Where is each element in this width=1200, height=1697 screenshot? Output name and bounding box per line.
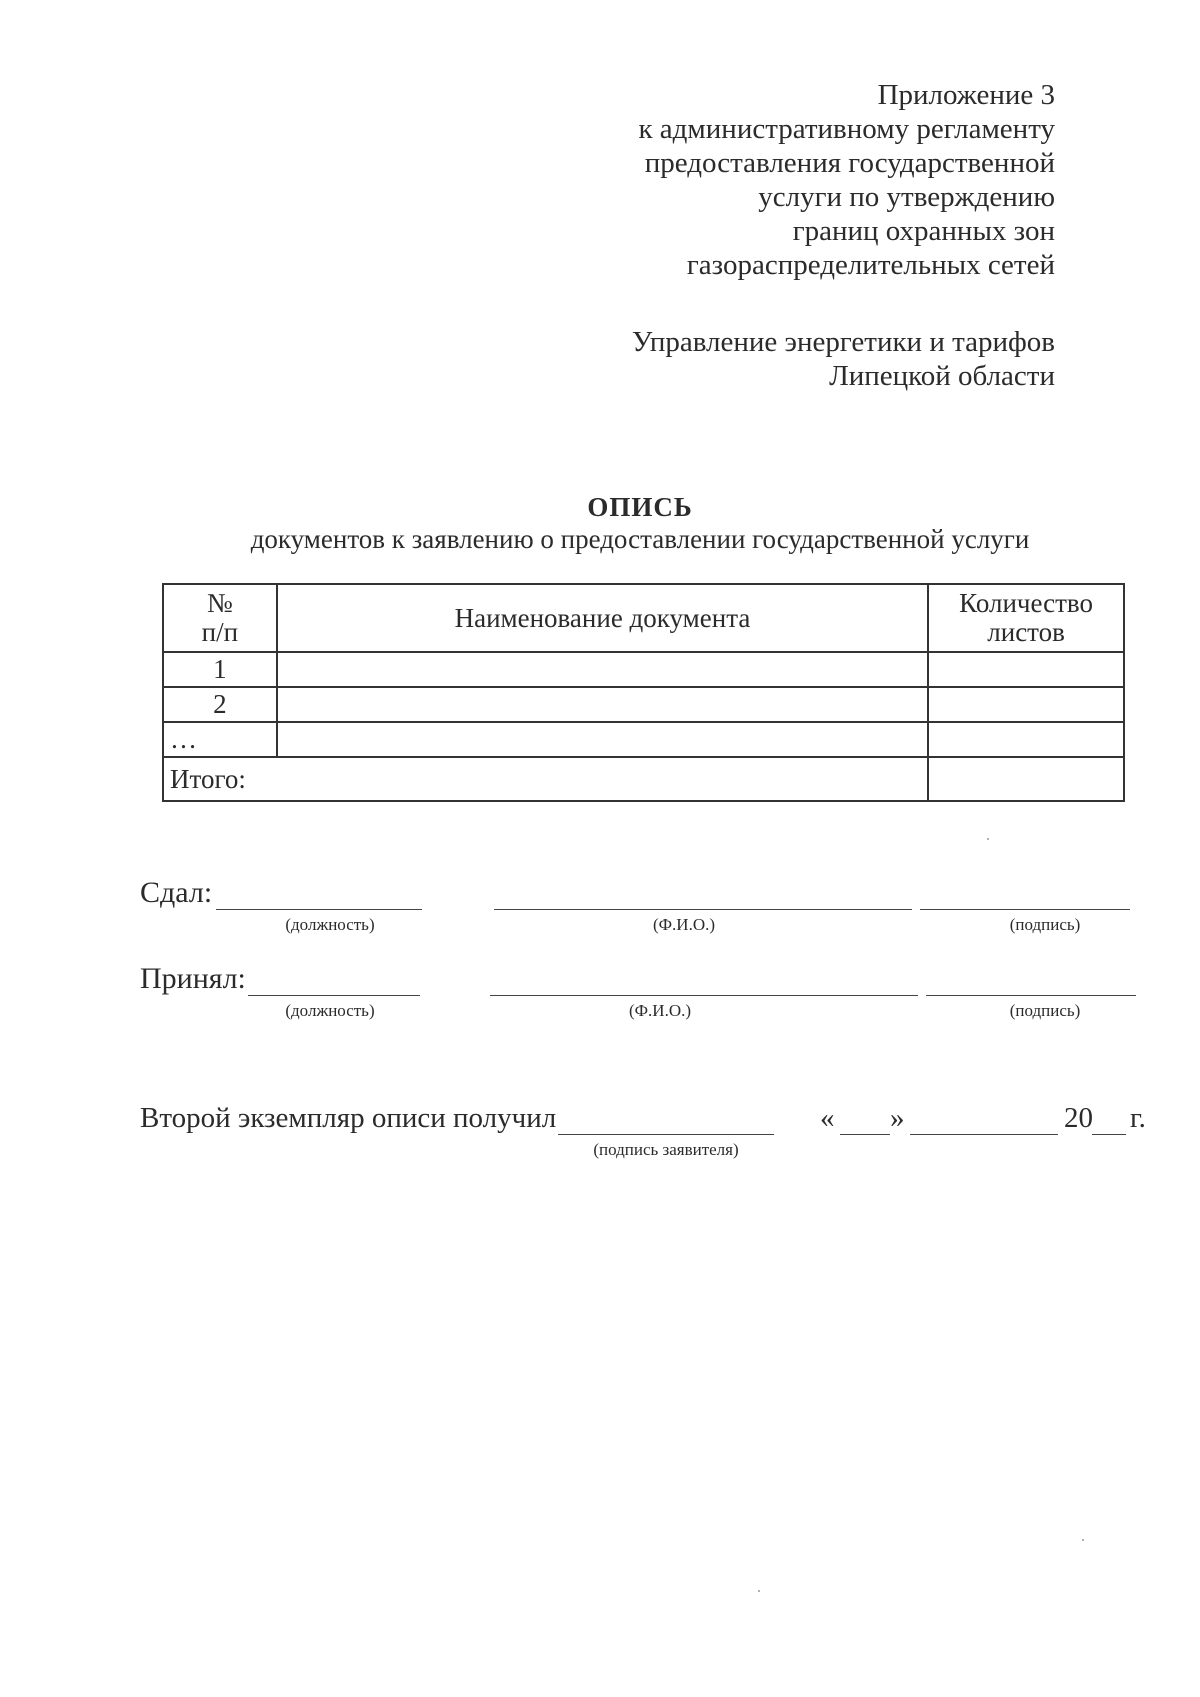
accepted-position-field[interactable] xyxy=(248,995,420,996)
handed-over-signature-field[interactable] xyxy=(920,909,1130,910)
accepted-label: Принял: xyxy=(140,962,246,995)
accepted-fio-field[interactable] xyxy=(490,995,918,996)
handed-over-fio-caption: (Ф.И.О.) xyxy=(652,915,716,934)
accepted-fio-caption: (Ф.И.О.) xyxy=(628,1001,692,1020)
accepted-signature-caption: (подпись) xyxy=(1009,1001,1081,1020)
annex-line: к административному регламенту xyxy=(638,113,1055,145)
annex-line: газораспределительных сетей xyxy=(686,249,1055,281)
table-header-row xyxy=(163,584,1124,652)
annex-line: Приложение 3 xyxy=(877,79,1055,111)
row-number: 1 xyxy=(163,652,277,687)
total-value[interactable] xyxy=(928,757,1124,801)
handed-over-position-field[interactable] xyxy=(216,909,422,910)
annex-line: услуги по утверждению xyxy=(758,181,1055,213)
row-number: … xyxy=(163,722,277,757)
accepted-position-caption: (должность) xyxy=(285,1001,375,1020)
row-sheet-count[interactable] xyxy=(928,722,1124,757)
date-year-suffix: г. xyxy=(1130,1102,1146,1134)
addressee-line: Управление энергетики и тарифов xyxy=(631,326,1055,358)
row-sheet-count[interactable] xyxy=(928,652,1124,687)
document-subtitle: документов к заявлению о предоставлении государственной услуги xyxy=(250,524,1030,554)
applicant-signature-field[interactable] xyxy=(558,1134,774,1135)
addressee-line: Липецкой области xyxy=(829,360,1055,392)
document-title: ОПИСЬ xyxy=(587,492,693,522)
handed-over-position-caption: (должность) xyxy=(285,915,375,934)
date-year-prefix: 20 xyxy=(1064,1102,1093,1134)
accepted-block xyxy=(140,962,1140,1022)
annex-line: предоставления государственной xyxy=(644,147,1055,179)
header-number xyxy=(163,584,277,652)
handed-over-label: Сдал: xyxy=(140,876,213,909)
second-copy-block xyxy=(140,1102,1146,1172)
second-copy-text: Второй экземпляр описи получил xyxy=(140,1102,557,1134)
row-sheet-count[interactable] xyxy=(928,687,1124,722)
table-row xyxy=(163,687,1124,722)
handed-over-signature-caption: (подпись) xyxy=(1009,915,1081,934)
table-row xyxy=(163,722,1124,757)
row-document-name[interactable] xyxy=(277,652,928,687)
header-number-symbol: № xyxy=(206,588,233,618)
header-sheet-count-line1: Количество xyxy=(959,588,1093,618)
date-month-field[interactable] xyxy=(910,1134,1058,1135)
scan-speck xyxy=(987,838,989,840)
date-quote-open: « xyxy=(820,1102,835,1134)
header-number-abbr: п/п xyxy=(201,617,239,647)
total-label: Итого: xyxy=(163,757,928,801)
annex-line: границ охранных зон xyxy=(792,215,1055,247)
date-quote-close: » xyxy=(890,1102,905,1134)
scan-speck xyxy=(758,1590,760,1592)
date-day-field[interactable] xyxy=(840,1134,890,1135)
accepted-signature-field[interactable] xyxy=(926,995,1136,996)
header-sheet-count xyxy=(928,584,1124,652)
header-sheet-count-line2: листов xyxy=(987,617,1065,647)
row-document-name[interactable] xyxy=(277,722,928,757)
inventory-table xyxy=(162,583,1125,802)
row-document-name[interactable] xyxy=(277,687,928,722)
annex-header xyxy=(455,78,1055,282)
addressee xyxy=(455,325,1055,393)
scan-speck xyxy=(1082,1539,1084,1541)
total-row xyxy=(163,757,1124,801)
applicant-signature-caption: (подпись заявителя) xyxy=(593,1140,739,1159)
handed-over-fio-field[interactable] xyxy=(494,909,912,910)
date-year-field[interactable] xyxy=(1092,1134,1126,1135)
handed-over-block xyxy=(140,876,1140,936)
table-row xyxy=(163,652,1124,687)
header-document-name: Наименование документа xyxy=(277,584,928,652)
row-number: 2 xyxy=(163,687,277,722)
